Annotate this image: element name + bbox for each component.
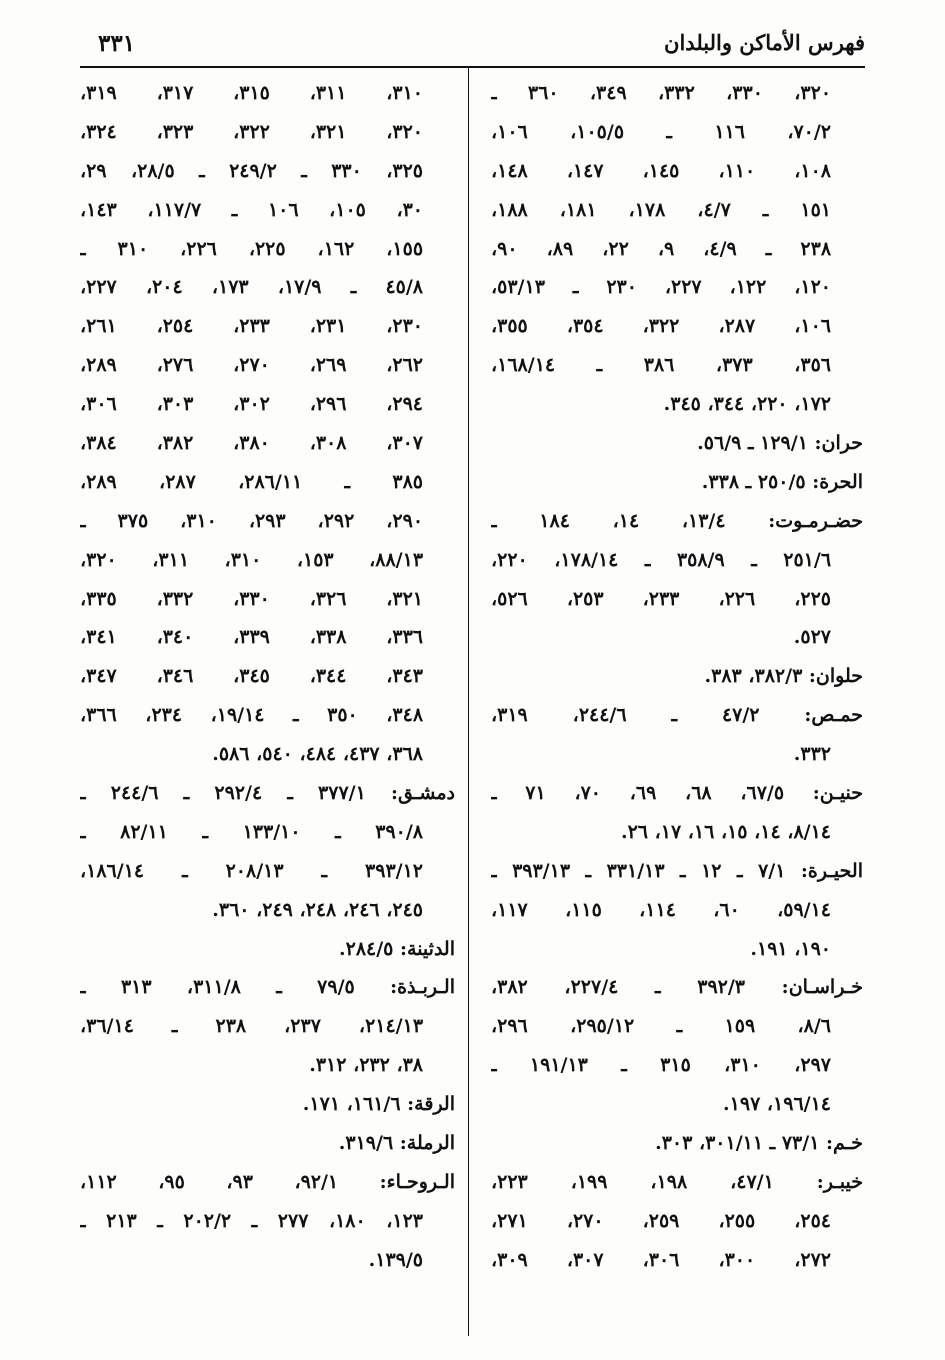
index-continuation-line: ٢٤٥، ٢٤٦، ٢٤٨، ٢٤٩، ٣٦٠.: [212, 898, 423, 921]
index-continuation-line: ٢٣٨ ـ ٤/٩، ٩، ٢٢، ٨٩، ٩٠،: [491, 237, 832, 260]
column-divider: [468, 68, 469, 1336]
page-number: ٣٣١: [98, 30, 136, 57]
index-entry-line: الحرة: ٢٥٠/٥ ـ ٣٣٨.: [701, 470, 863, 493]
index-entry-line: خـم: ٧٣/١ ـ ٣٠١/١١، ٣٠٣.: [655, 1132, 863, 1155]
index-continuation-line: ٥٢٧.: [793, 626, 831, 649]
index-continuation-line: ٣٨٥ ـ ٢٨٦/١١، ٢٨٧، ٢٨٩،: [80, 470, 424, 493]
index-continuation-line: ٢٥٤، ٢٥٥، ٢٥٩، ٢٧٠، ٢٧١،: [491, 1209, 832, 1232]
index-continuation-line: ٣٢٠، ٣٢١، ٣٢٢، ٣٢٣، ٣٢٤،: [80, 120, 424, 143]
index-entry-line: حمـص: ٤٧/٢ ـ ٢٤٤/٦، ٣١٩،: [491, 704, 863, 727]
index-continuation-line: ٢٧٢، ٣٠٠، ٣٠٦، ٣٠٧، ٣٠٩،: [491, 1248, 832, 1271]
index-continuation-line: ١٣٩/٥.: [368, 1248, 423, 1271]
index-continuation-line: ٣٢٠، ٣٣٠، ٣٣٢، ٣٤٩، ٣٦٠ ـ: [491, 82, 832, 104]
index-entry-line: حلوان: ٣٨٢/٣، ٣٨٣.: [704, 665, 863, 688]
index-continuation-line: ٣٥٦، ٣٧٣، ٣٨٦ ـ ١٦٨/١٤،: [491, 354, 832, 377]
index-entry-line: الدثينة: ٢٨٤/٥.: [338, 937, 455, 960]
index-entry-line: حران: ١٢٩/١ ـ ٥٦/٩.: [697, 432, 863, 455]
index-continuation-line: ٢٦٢، ٢٦٩، ٢٧٠، ٢٧٦، ٢٨٩،: [80, 354, 424, 377]
index-continuation-line: ١٠٨، ١١٠، ١٤٥، ١٤٧، ١٤٨،: [491, 159, 832, 182]
index-entry-line: الرملة: ٣١٩/٦.: [338, 1132, 455, 1155]
index-continuation-line: ٢٩٧، ٣١٠، ٣١٥ ـ ١٩١/١٣ ـ: [491, 1054, 831, 1077]
page-header: [80, 28, 865, 64]
index-continuation-line: ٣٠، ١٠٥، ١٠٦ ـ ١١٧/٧، ١٤٣،: [80, 198, 424, 221]
index-continuation-line: ٢٣٠، ٢٣١، ٢٣٣، ٢٥٤، ٢٦١،: [80, 315, 424, 338]
index-continuation-line: ٣١٠، ٣١١، ٣١٥، ٣١٧، ٣١٩،: [80, 82, 424, 104]
running-title: فهرس الأماكن والبلدان: [664, 30, 865, 55]
left-column: [80, 74, 455, 1280]
index-continuation-line: ٣٦٨، ٤٣٧، ٤٨٤، ٥٤٠، ٥٨٦.: [212, 743, 423, 766]
index-continuation-line: ٢٢٥، ٢٢٦، ٢٣٣، ٢٥٣، ٥٢٦،: [491, 587, 832, 610]
index-continuation-line: ١٠٦، ٢٨٧، ٣٢٢، ٣٥٤، ٣٥٥،: [491, 315, 832, 338]
index-entry-line: حضـرمـوت: ١٣/٤، ١٤، ١٨٤ ـ: [491, 509, 863, 532]
index-entry-line: خيبـر: ٤٧/١، ١٩٨، ١٩٩، ٢٢٣،: [491, 1170, 863, 1193]
index-continuation-line: ٥٩/١٤، ٦٠، ١١٤، ١١٥، ١١٧،: [491, 898, 832, 921]
index-continuation-line: ١٢٠، ١٢٢، ٢٢٧، ٢٣٠ ـ ٥٣/١٣،: [491, 276, 832, 299]
index-continuation-line: ١٩٦/١٤، ١٩٧.: [723, 1093, 831, 1116]
index-continuation-line: ٣٠٧، ٣٠٨، ٣٨٠، ٣٨٢، ٣٨٤،: [80, 432, 424, 455]
index-entry-line: حنيـن: ٦٧/٥، ٦٨، ٦٩، ٧٠، ٧١ ـ: [491, 782, 863, 805]
right-column: [491, 74, 863, 1280]
index-continuation-line: ٨/٦، ١٥٩ ـ ٢٩٥/١٢، ٢٩٦،: [491, 1015, 832, 1038]
index-continuation-line: ٢٥١/٦ ـ ٣٥٨/٩ ـ ١٧٨/١٤، ٢٢٠،: [491, 548, 832, 571]
index-continuation-line: ١٥٥، ١٦٢، ٢٢٥، ٢٢٦، ٣١٠ ـ: [80, 237, 424, 260]
index-continuation-line: ١٢٣، ١٨٠، ٢٧٧ ـ ٢٠٢/٢ ـ ٢١٣ ـ: [80, 1209, 423, 1232]
index-entry-line: خـراسـان: ٣٩٢/٣ ـ ٢٢٧/٤، ٣٨٢،: [491, 976, 863, 999]
index-continuation-line: ٨/١٤، ١٤، ١٥، ١٦، ١٧، ٢٦.: [620, 820, 831, 843]
index-entry-line: الـروحـاء: ٩٢/١، ٩٣، ٩٥، ١١٢،: [80, 1170, 455, 1193]
index-continuation-line: ٣٢٥، ٣٣٠ ـ ٢٤٩/٢ ـ ٢٨/٥، ٢٩،: [80, 159, 424, 182]
index-entry-line: الحيـرة: ٧/١ ـ ١٢ ـ ٣٣١/١٣ ـ ٣٩٣/١٣ ـ: [491, 859, 863, 882]
index-entry-line: الرقة: ١٦١/٦، ١٧١.: [302, 1093, 455, 1116]
index-entry-line: الـربـذة: ٧٩/٥ ـ ٣١١/٨، ٣١٣ ـ: [80, 976, 455, 999]
index-continuation-line: ٨٨/١٣، ١٥٣، ٣١٠، ٣١١، ٣٢٠،: [80, 548, 424, 571]
index-continuation-line: ٣٩٠/٨ ـ ١٣٣/١٠ ـ ٨٢/١١ ـ: [80, 820, 423, 843]
index-continuation-line: ١٩٠، ١٩١.: [750, 937, 831, 960]
index-continuation-line: ١٧٢، ٢٢٠، ٣٤٤، ٣٤٥.: [663, 393, 831, 416]
index-continuation-line: ١٥١ ـ ٤/٧، ١٧٨، ١٨١، ١٨٨،: [491, 198, 831, 221]
index-continuation-line: ٧٠/٢، ١١٦ ـ ١٠٥/٥، ١٠٦،: [491, 120, 832, 143]
index-continuation-line: ٢٩٤، ٢٩٦، ٣٠٢، ٣٠٣، ٣٠٦،: [80, 393, 424, 416]
index-continuation-line: ٣٨، ٢٣٢، ٣١٢.: [309, 1054, 423, 1077]
header-rule: [80, 66, 865, 68]
index-continuation-line: ٣٣٦، ٣٣٨، ٣٣٩، ٣٤٠، ٣٤١،: [80, 626, 424, 649]
index-continuation-line: ٣٩٣/١٢ ـ ٢٠٨/١٣ ـ ١٨٦/١٤،: [80, 859, 424, 882]
index-continuation-line: ٤٥/٨ ـ ١٧/٩، ١٧٣، ٢٠٤، ٢٢٧،: [80, 276, 423, 299]
index-continuation-line: ٢١٤/١٣، ٢٣٧، ٢٣٨ ـ ٣٦/١٤،: [80, 1015, 424, 1038]
index-continuation-line: ٣٤٣، ٣٤٤، ٣٤٥، ٣٤٦، ٣٤٧،: [80, 665, 424, 688]
index-continuation-line: ٣٢١، ٣٢٦، ٣٣٠، ٣٣٢، ٣٣٥،: [80, 587, 424, 610]
index-continuation-line: ٢٩٠، ٢٩٢، ٢٩٣، ٣١٠، ٣٧٥ ـ: [80, 509, 424, 532]
index-continuation-line: ٣٤٨، ٣٥٠ ـ ١٩/١٤، ٢٣٤، ٣٦٦،: [80, 704, 424, 727]
index-continuation-line: ٣٣٢.: [793, 743, 831, 766]
index-entry-line: دمشـق: ٣٧٧/١ ـ ٢٩٢/٤ ـ ٢٤٤/٦ ـ: [80, 782, 455, 805]
